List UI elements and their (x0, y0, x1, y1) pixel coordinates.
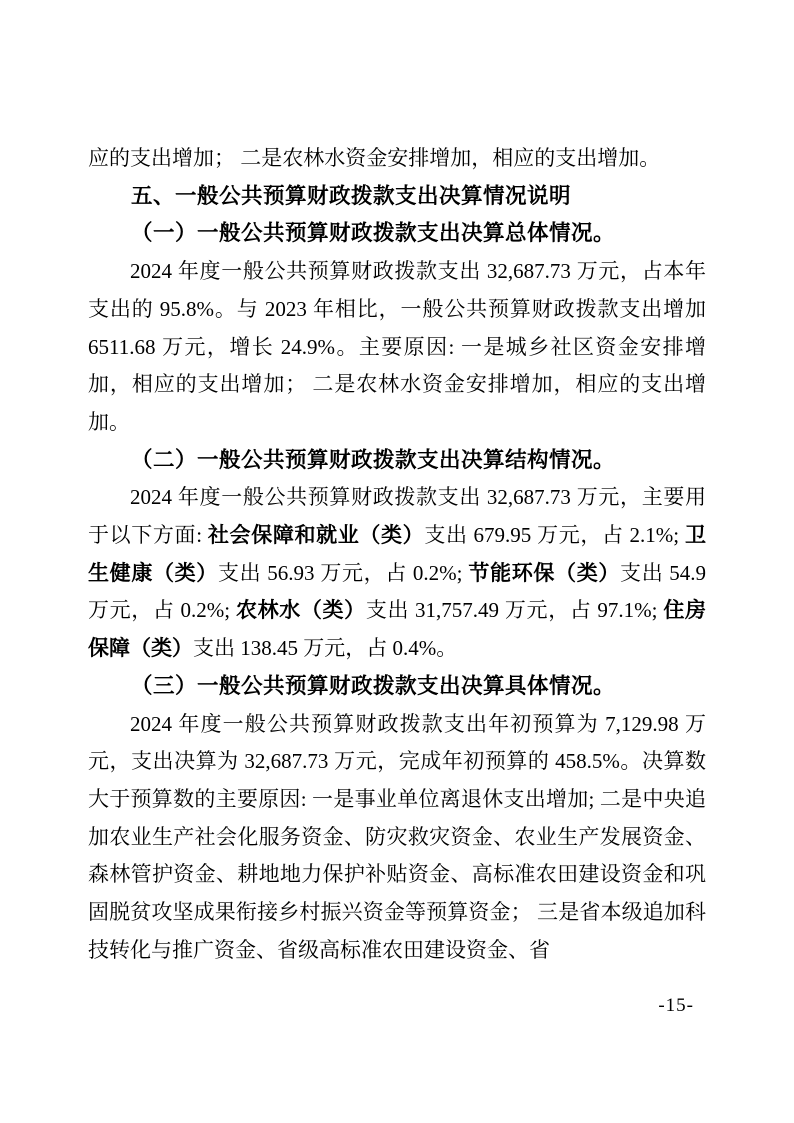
text-segment: 支出 679.95 万元，占 2.1%; (424, 523, 686, 548)
heading-5-1-overall: （一）一般公共预算财政拨款支出决算总体情况。 (131, 221, 616, 246)
bold-category-housing-security: 住房保障（类） (88, 599, 707, 661)
paragraph-structure-situation (88, 479, 706, 668)
text-segment: 支出 31,757.49 万元，占 97.1%; (365, 598, 664, 623)
bold-category-agriculture-forestry-water: 农林水（类） (235, 599, 366, 623)
paragraph-continuation: 应的支出增加； 二是农林水资金安排增加，相应的支出增加。 (88, 146, 661, 170)
text-segment: 支出 138.45 万元，占 0.4%。 (193, 636, 458, 661)
document-body (88, 140, 706, 969)
paragraph-specific-situation: 2024 年度一般公共预算财政拨款支出年初预算为 7,129.98 万元，支出决算为 32,687.73 万元，完成年初预算的 458.5%。决算数大于预算数的主要原因: 一是事业单位离退休支出增加; 二是中央追加农业生产社会化服务资金、防灾救灾资金、农业生产发展资金、森林管护资金、耕地地力保护补贴资金、高标准农田建设资金和巩固脱贫攻坚成果衔接乡村振兴资金等预算资金； 三是省本级追加科技转化与推广资金、省级高标准农田建设资金、省 (88, 711, 706, 962)
heading-section-5: 五、一般公共预算财政拨款支出决算情况说明 (131, 183, 572, 208)
page-number: -15- (658, 995, 694, 1016)
heading-5-3-specific: （三）一般公共预算财政拨款支出决算具体情况。 (131, 673, 616, 698)
bold-category-energy-conservation: 节能环保（类） (468, 561, 621, 585)
bold-category-social-security: 社会保障和就业（类） (207, 524, 425, 548)
heading-5-2-structure: （二）一般公共预算财政拨款支出决算结构情况。 (131, 447, 616, 472)
text-segment: 2024 年度一般公共预算财政拨款支出 32,687.73 万元，主要用于以下方面: (88, 485, 706, 548)
text-segment: 支出 54.9 万元，占 0.2%; (88, 560, 707, 623)
text-segment: 支出 56.93 万元，占 0.2%; (217, 560, 469, 585)
paragraph-overall-situation: 2024 年度一般公共预算财政拨款支出 32,687.73 万元，占本年支出的 95.8%。与 2023 年相比，一般公共预算财政拨款支出增加 6511.68 万元，增长 24.9%。主要原因: 一是城乡社区资金安排增加，相应的支出增加； 二是农林水资金安排增加，相应的支出增加。 (88, 259, 706, 434)
bold-category-health: 卫生健康（类） (88, 524, 707, 585)
